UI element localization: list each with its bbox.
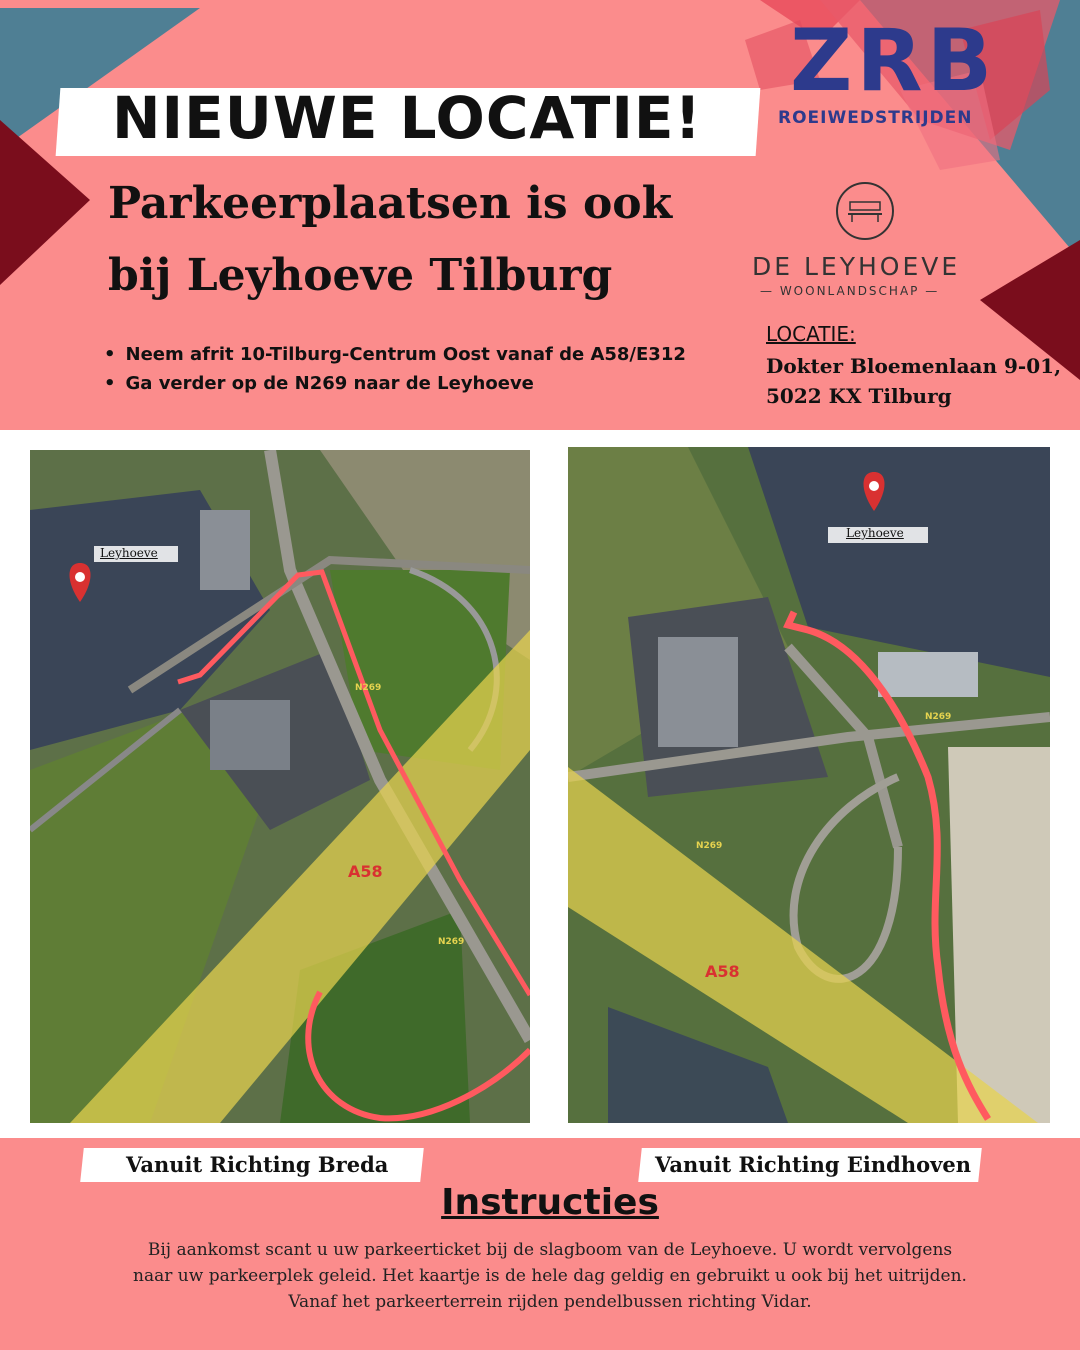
map-road-label-a: A58 (705, 962, 740, 981)
headline: NIEUWE LOCATIE! (112, 84, 702, 152)
map-road-label-a: A58 (348, 862, 383, 881)
map-place-label: Leyhoeve (100, 546, 158, 560)
map-caption-eindhoven: Vanuit Richting Eindhoven (655, 1152, 971, 1177)
map-place-label: Leyhoeve (846, 526, 904, 540)
subheading-line-2: bij Leyhoeve Tilburg (108, 250, 613, 301)
leyhoeve-logo-subtitle: — WOONLANDSCHAP — (760, 284, 940, 298)
direction-item: • Neem afrit 10-Tilburg-Centrum Oost vanaf de A58/E312 (104, 344, 686, 373)
directions-list (104, 344, 686, 402)
map-road-label-n: N269 (355, 683, 382, 693)
address-line-2: 5022 KX Tilburg (766, 384, 952, 408)
direction-item: • Ga verder op de N269 naar de Leyhoeve (104, 373, 686, 402)
zrb-logo: ZRB (790, 11, 997, 111)
map-eindhoven (568, 447, 1050, 1123)
map-road-label-n: N269 (925, 712, 952, 722)
address-line-1: Dokter Bloemenlaan 9-01, (766, 354, 1062, 378)
map-road-label-n: N269 (696, 841, 723, 851)
map-road-label-n: N269 (438, 937, 465, 947)
instructions-line: Bij aankomst scant u uw parkeerticket bij de slagboom van de Leyhoeve. U wordt vervolgens (147, 1240, 953, 1260)
instructions-line: Vanaf het parkeerterrein rijden pendelbussen richting Vidar. (288, 1292, 812, 1312)
leyhoeve-logo-name: DE LEYHOEVE (752, 252, 961, 281)
location-label: LOCATIE: (766, 322, 856, 346)
bench-icon (836, 182, 894, 240)
zrb-logo-subtitle: ROEIWEDSTRIJDEN (778, 108, 973, 128)
instructions-line: naar uw parkeerplek geleid. Het kaartje is de hele dag geldig en gebruikt u ook bij het uitrijden. (133, 1266, 967, 1286)
subheading-line-1: Parkeerplaatsen is ook (108, 178, 673, 229)
map-caption-breda: Vanuit Richting Breda (126, 1152, 389, 1177)
top-panel (0, 0, 1080, 430)
map-breda (30, 450, 530, 1123)
instructions-title: Instructies (441, 1182, 659, 1223)
